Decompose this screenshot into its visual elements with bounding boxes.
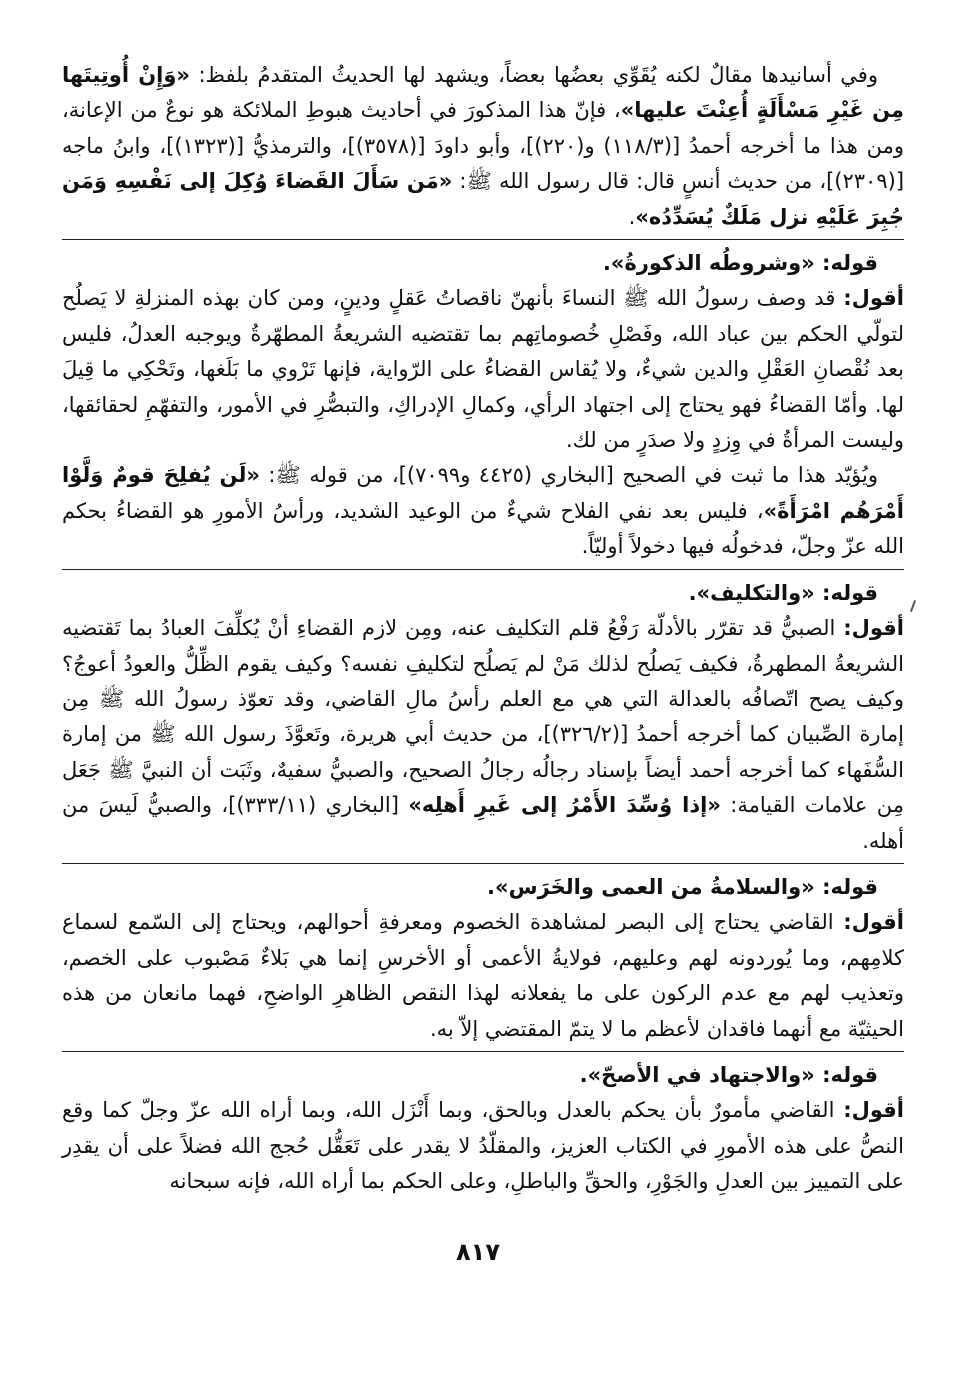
text-run: [البخاري (٣٣٣/١١)]، والصبيُّ لَيسَ من أهله. [62, 793, 904, 853]
text-run: قوله: «والاجتهاد في الأصحّ». [579, 1062, 878, 1087]
text-run: الصبيُّ قد تقرّر بالأدلّة رَفْعُ قلم التكليف عنه، ومِن لازم القضاءِ أنْ يُكلِّفَ العبادُ بما تَقتضيه الشريعةُ المطهرةُ، فكيف يَصلُح لذلك مَنْ لم يَصلُح لتكليفِ نفسه؟ وكيف يقوم الظِّلُّ والعودُ أعوجُ؟ وكيف يصح اتّصافُه بالعدالة التي هي مع العلم رأسُ مالِ القاضي، وقد تعوّذ رسولُ الله ﷺ مِن إمارة الصِّبيان كما أخرجه أحمدُ [(٣٢٦/٢)]، من حديث أبي هريرة، وتَعوَّذَ رسول الله ﷺ من إمارة السُّفَهاء كما أخرجه أحمد أيضاً بإسناد رجالُه رجالُ الصحيح، والصبيُّ سفيهٌ، وثَبَت أن النبيَّ ﷺ جَعَل مِن علامات القيامة: [62, 616, 905, 818]
section-heading [62, 246, 904, 281]
text-run: ، فإنّ هذا المذكورَ في أحاديث هبوطِ الملائكة هو نوعٌ من الإعانة، ومن هذا ما أخرجه أحمدُ [(١١٨/٣) و(٢٢٠)]، وأبو داودَ [(٣٥٧٨)]، والترمذيُّ [(١٣٢٣)]، وابنُ ماجه [(٢٣٠٩)]، من حديث أنسٍ قال: قال رسول الله ﷺ: [62, 98, 905, 194]
text-run: وفي أسانيدها مقالٌ لكنه يُقَوِّي بعضُها بعضاً، ويشهد لها الحديثُ المتقدمُ بلفظ: [189, 63, 878, 87]
emphasized-text: «وَإِنْ أُوتِيتَها مِن غَيْرِ مَسْأَلَةٍ أُعِنْتَ عليها» [62, 63, 904, 123]
text-run: قد وصف رسولُ الله ﷺ النساءَ بأنهنّ ناقصاتُ عَقلٍ ودينٍ، ومن كان بهذه المنزلةِ لا يَصلُح لتولّي الحكم بين عباد الله، وفَصْلِ خُصوماتِهم بما تقتضيه الشريعةُ المطهّرةُ ويوجبه العدلُ، فليس بعد نُقْصانِ العَقْلِ والدين شيءٌ، ولا يُقاس القضاءُ على الرّواية، فإنها تَرْوي ما بَلَغها، وتَحْكِي ما قِيلَ لها. وأمّا القضاءُ فهو يحتاج إلى اجتهاد الرأي، وكمالِ الإدراكِ، والتبصُّرِ في الأمور، والتفهّمِ لحقائقها، وليست المرأةُ في وِزدٍ ولا صدَرٍ من لك. [62, 286, 904, 453]
body-paragraph [62, 58, 904, 235]
margin-tick-mark [910, 600, 916, 612]
text-run: . [628, 204, 636, 229]
text-run: ، فليس بعد نفي الفلاح شيءٌ من الوعيد الشديد، ورأسُ الأمورِ هو القضاءُ بحكم الله عزّ وجلّ، فدخولُه فيها دخولاً أوليّاً. [62, 498, 904, 559]
page-number: ٨١٧ [456, 1238, 500, 1266]
section-divider [62, 569, 904, 570]
body-paragraph [62, 281, 904, 458]
emphasized-text: أقول: [843, 616, 904, 641]
body-paragraph [62, 905, 904, 1047]
text-run: القاضي مأمورٌ بأن يحكم بالعدل وبالحق، وبما أَنْزَل الله، وبما أراه الله عزّ وجلّ كما وقع النصُّ على هذه الأمورِ في الكتاب العزيز، والمقلّدُ لا يقدر على تَعَقُّل حُجج الله فضلاً على أن يقدِر على التمييز بين العدلِ والجَوْرِ، والحقِّ والباطلِ، وعلى الحكم بما أراه الله، فإنه سبحانه [62, 1098, 904, 1194]
emphasized-text: «إذا وُسِّدَ الأَمْرُ إلى غَيرِ أَهلِه» [408, 793, 721, 818]
body-paragraph [62, 458, 904, 564]
text-run: ويُؤيّد هذا ما ثبت في الصحيح [البخاري (٤٤٢٥ و٧٠٩٩)]، من قوله ﷺ: [259, 463, 878, 488]
text-run: قوله: «والتكليف». [688, 580, 878, 605]
section-divider [62, 863, 904, 864]
text-run: القاضي يحتاج إلى البصر لمشاهدة الخصوم ومعرفةِ أحوالهم، ويحتاج إلى السّمع لسماع كلامِهم، وما يُوردونه لهم وعليهم، فولايةُ الأعمى أو الأخرسِ إنما هي بَلاءٌ مَصْبوب على الخصم، وتعذيب لهم مع عدم الركون على ما يفعلانه لهذا النقص الظاهرِ الواضحِ، فهما مانعان من هذه الحيثيّة مع أنهما فاقدان لأعظم ما لا يتمّ المقتضي إلاّ به. [62, 910, 904, 1041]
emphasized-text: أقول: [843, 286, 904, 311]
page-body [62, 58, 904, 1200]
section-heading [62, 576, 904, 611]
section-divider [62, 239, 904, 240]
text-run: قوله: «وشروطُه الذكورةُ». [602, 251, 878, 276]
body-paragraph [62, 1093, 904, 1199]
emphasized-text: أقول: [843, 1098, 904, 1123]
emphasized-text: «لَن يُفلِحَ قومٌ وَلَّوْا أَمْرَهُم امْرَأَةً» [62, 463, 905, 523]
section-heading [62, 1058, 904, 1093]
section-divider [62, 1051, 904, 1052]
emphasized-text: أقول: [843, 910, 904, 935]
section-heading [62, 870, 904, 905]
body-paragraph [62, 611, 904, 859]
emphasized-text: «مَن سَأَلَ القَضاءَ وُكِلَ إلى نَفْسِهِ وَمَن جُبِرَ عَلَيْهِ نزل مَلَكٌ يُسَدِّدُه» [62, 169, 904, 229]
text-run: قوله: «والسلامةُ من العمى والخَرَس». [487, 874, 878, 899]
